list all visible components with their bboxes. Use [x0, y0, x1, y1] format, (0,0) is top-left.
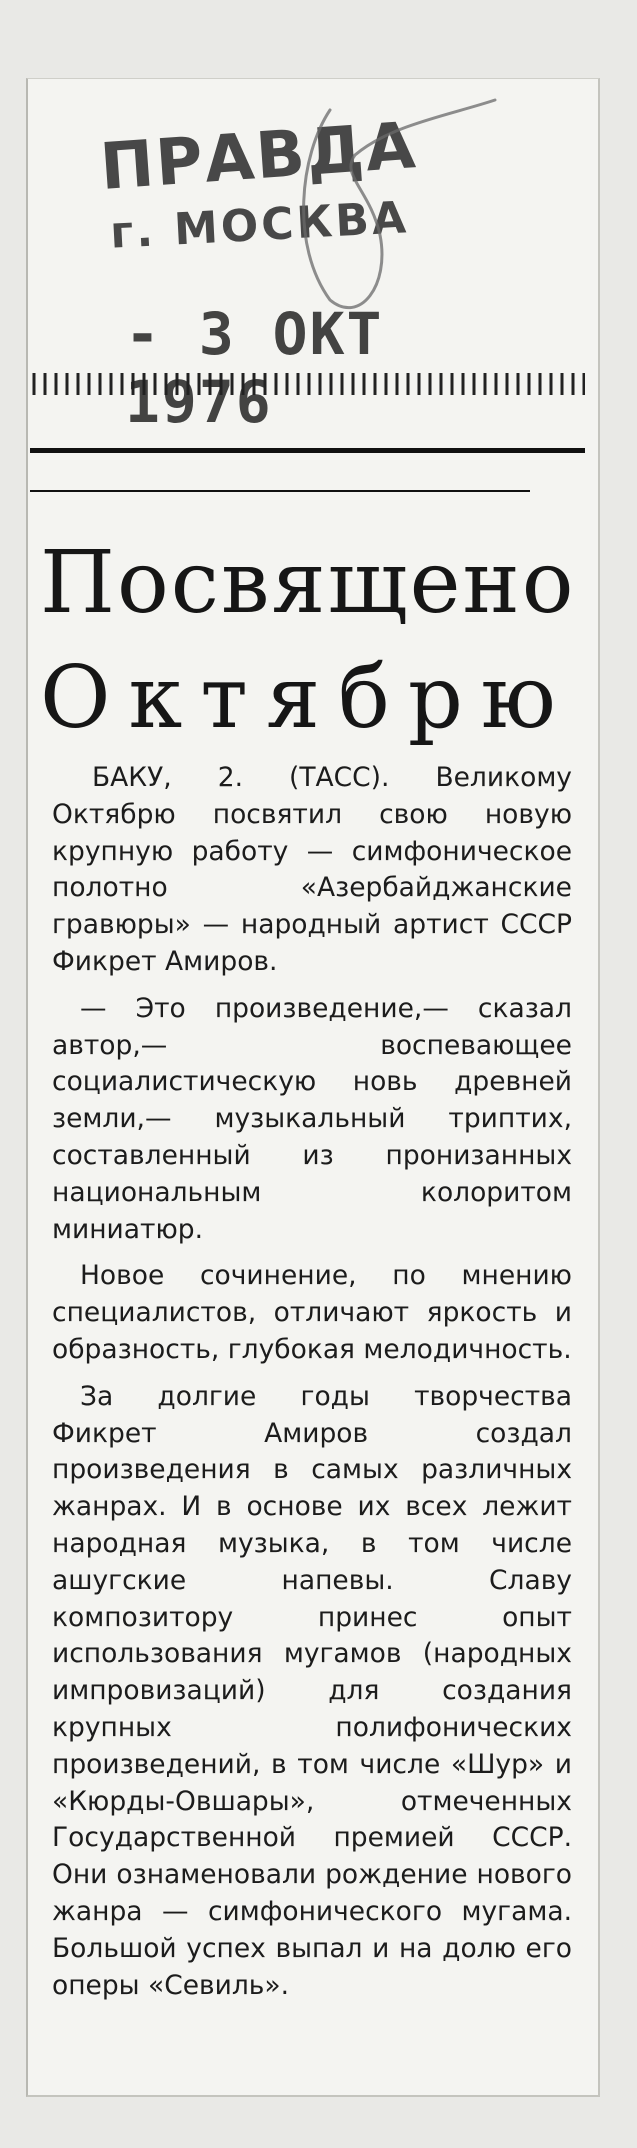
article-paragraph: За долгие годы творчества Фикрет Амиров создал произведения в самых различных жанрах. И в основе их всех лежит народная музыка, в том числе ашугские напевы. Славу композитору принес опыт использования мугамов (народных импровизаций) для создания крупных полифонических произведений, в том числе «Шур» и «Кюрды-Овшары», отмеченных Государственной премией СССР. Они ознаменовали рождение нового жанра — симфонического мугама. Большой успех выпал и на долю его оперы «Севиль». [52, 1380, 572, 2001]
perforation-tick-row [30, 365, 585, 399]
headline-line-2: Октябрю [40, 648, 574, 748]
stamp-date: - 3 ОКТ 1976 [125, 300, 384, 436]
article-paragraph: — Это произведение,— сказал автор,— воспевающее социалистическую новь древней земли,— музыкальный триптих, составленный из пронизанных национальным колоритом миниатюр. [52, 992, 572, 1245]
article-paragraph: БАКУ, 2. (ТАСС). Великому Октябрю посвятил свою новую крупную работу — симфоническое полотно «Азербайджанские гравюры» — народный артист СССР Фикрет Амиров. [52, 762, 572, 977]
headline-line-1: Посвящено [40, 533, 576, 633]
handwritten-mark [260, 95, 510, 325]
headline-rule-top [30, 448, 585, 453]
article-paragraph: Новое сочинение, по мнению специалистов, отличают яркость и образность, глубокая мелодичность. [52, 1260, 572, 1365]
stamp-city: г. МОСКВА [108, 192, 411, 259]
stamp-newspaper-name: ПРАВДА [97, 109, 420, 205]
article-body [52, 760, 572, 2014]
headline-rule-bottom [30, 490, 530, 492]
